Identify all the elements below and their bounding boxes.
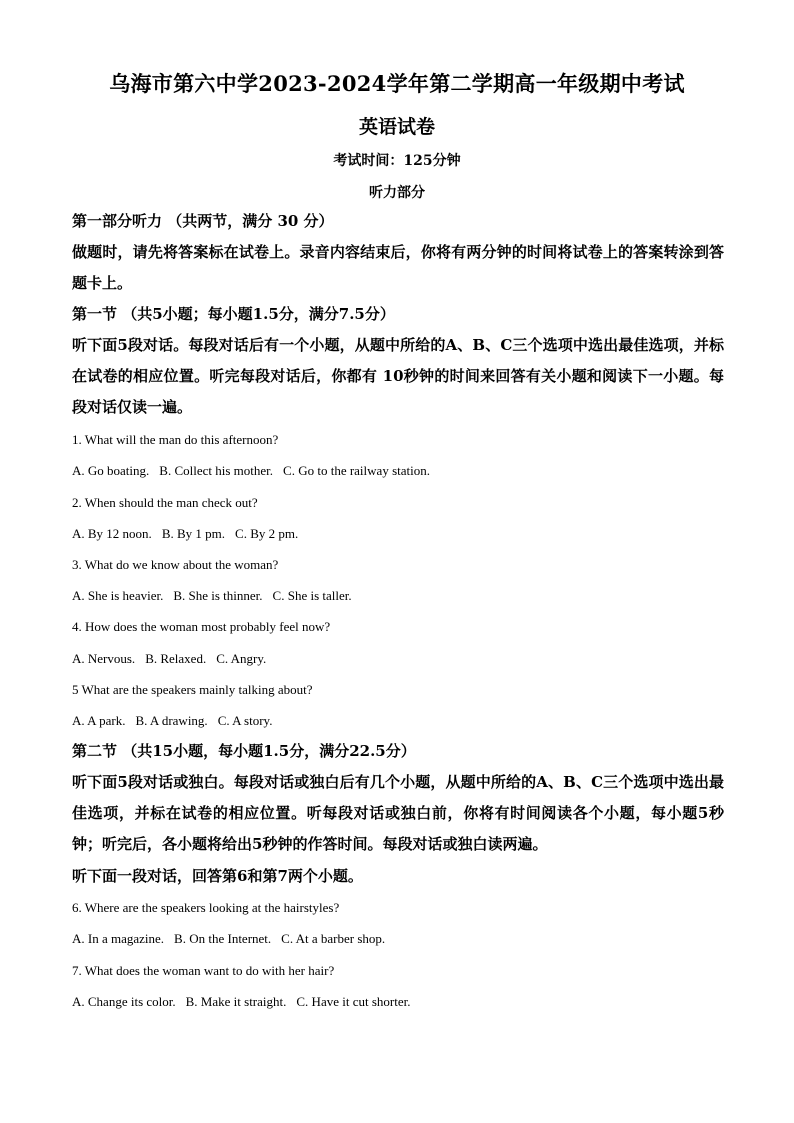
option-c: C. A story. bbox=[217, 713, 273, 728]
option-b: B. A drawing. bbox=[135, 713, 208, 728]
question-4: 4. How does the woman most probably feel now? bbox=[72, 619, 331, 634]
question-7: 7. What does the woman want to do with her hair? bbox=[72, 963, 335, 978]
option-b: B. On the Internet. bbox=[174, 931, 272, 946]
option-c: C. By 2 pm. bbox=[235, 526, 299, 541]
section2-heading: 第二节 （共15小题，每小题1.5分，满分22.5分） bbox=[72, 742, 416, 760]
question-6-options bbox=[72, 931, 395, 947]
option-a: A. By 12 noon. bbox=[72, 526, 152, 541]
exam-title: 乌海市第六中学2023-2024学年第二学期高一年级期中考试 bbox=[109, 71, 685, 96]
question-3: 3. What do we know about the woman? bbox=[72, 557, 279, 572]
exam-subtitle: 英语试卷 bbox=[358, 116, 435, 138]
option-b: B. She is thinner. bbox=[173, 588, 263, 603]
section1-instruction: 听下面5段对话。每段对话后有一个小题，从题中所给的A、B、C三个选项中选出最佳选项，并标在试卷的相应位置。听完每段对话后，你都有 10秒钟的时间来回答有关小题和阅读下一小题。每段对话仅读一遍。 bbox=[72, 336, 724, 416]
option-c: C. Go to the railway station. bbox=[283, 463, 430, 478]
section1-heading: 第一节 （共5小题；每小题1.5分，满分7.5分） bbox=[72, 305, 395, 323]
option-a: A. Go boating. bbox=[72, 463, 150, 478]
question-1: 1. What will the man do this afternoon? bbox=[72, 432, 279, 447]
option-a: A. Nervous. bbox=[72, 651, 136, 666]
option-c: C. At a barber shop. bbox=[281, 931, 386, 946]
listening-part-label: 听力部分 bbox=[369, 185, 425, 201]
part1-instruction: 做题时，请先将答案标在试卷上。录音内容结束后，你将有两分钟的时间将试卷上的答案转涂到答题卡上。 bbox=[72, 243, 724, 292]
option-c: C. Have it cut shorter. bbox=[296, 994, 411, 1009]
question-7-options bbox=[72, 994, 420, 1010]
question-5: 5 What are the speakers mainly talking about? bbox=[72, 682, 313, 697]
option-a: A. In a magazine. bbox=[72, 931, 165, 946]
option-b: B. Collect his mother. bbox=[159, 463, 274, 478]
option-a: A. Change its color. bbox=[72, 994, 176, 1009]
question-5-options bbox=[72, 713, 282, 729]
question-4-options bbox=[72, 651, 276, 667]
option-c: C. Angry. bbox=[216, 651, 267, 666]
option-b: B. By 1 pm. bbox=[161, 526, 226, 541]
question-6: 6. Where are the speakers looking at the hairstyles? bbox=[72, 900, 340, 915]
section2-sub-instruction: 听下面一段对话，回答第6和第7两个小题。 bbox=[72, 867, 363, 885]
exam-time: 考试时间：125分钟 bbox=[333, 153, 461, 169]
part1-heading: 第一部分听力 （共两节，满分 30 分） bbox=[72, 212, 334, 230]
section2-instruction: 听下面5段对话或独白。每段对话或独白后有几个小题，从题中所给的A、B、C三个选项中选出最佳选项，并标在试卷的相应位置。听每段对话或独白前，你将有时间阅读各个小题，每小题5秒钟；听完后，各小题将给出5秒钟的作答时间。每段对话或独白读两遍。 bbox=[72, 773, 724, 853]
question-1-options bbox=[72, 463, 440, 479]
question-3-options bbox=[72, 588, 362, 604]
option-b: B. Relaxed. bbox=[145, 651, 207, 666]
question-2: 2. When should the man check out? bbox=[72, 495, 258, 510]
option-a: A. A park. bbox=[72, 713, 126, 728]
option-a: A. She is heavier. bbox=[72, 588, 164, 603]
option-b: B. Make it straight. bbox=[185, 994, 287, 1009]
option-c: C. She is taller. bbox=[272, 588, 352, 603]
question-2-options bbox=[72, 526, 308, 542]
